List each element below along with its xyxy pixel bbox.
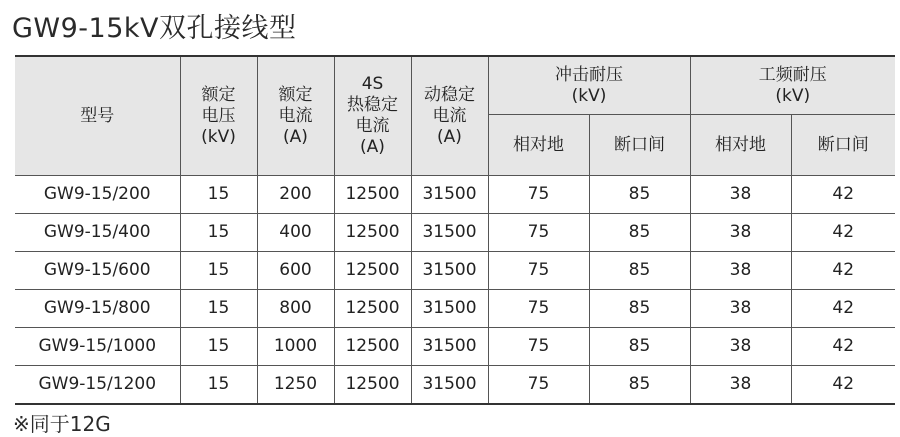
- cell-model: GW9-15/600: [15, 252, 180, 290]
- cell-thermal-current: 12500: [334, 328, 411, 366]
- header-power-freq-across-gap: 断口间: [791, 115, 895, 176]
- cell-impulse-to-ground: 75: [488, 328, 589, 366]
- cell-rated-current: 600: [257, 252, 334, 290]
- footnote: ※同于12G: [13, 412, 111, 436]
- header-impulse-across-gap: 断口间: [589, 115, 690, 176]
- cell-impulse-across-gap: 85: [589, 328, 690, 366]
- cell-power-freq-across-gap: 42: [791, 328, 895, 366]
- cell-power-freq-across-gap: 42: [791, 366, 895, 405]
- cell-thermal-current: 12500: [334, 214, 411, 252]
- table-row: [15, 252, 895, 290]
- cell-rated-voltage: 15: [180, 290, 257, 328]
- cell-power-freq-to-ground: 38: [690, 366, 791, 405]
- cell-impulse-to-ground: 75: [488, 366, 589, 405]
- header-power-freq-to-ground: 相对地: [690, 115, 791, 176]
- cell-model: GW9-15/400: [15, 214, 180, 252]
- header-dynamic-current: 动稳定 电流 (A): [411, 56, 488, 176]
- cell-rated-current: 200: [257, 176, 334, 214]
- cell-rated-current: 800: [257, 290, 334, 328]
- table-row: [15, 366, 895, 405]
- cell-dynamic-current: 31500: [411, 290, 488, 328]
- header-model: 型号: [15, 56, 180, 176]
- cell-impulse-across-gap: 85: [589, 214, 690, 252]
- cell-power-freq-to-ground: 38: [690, 290, 791, 328]
- cell-impulse-across-gap: 85: [589, 290, 690, 328]
- cell-rated-voltage: 15: [180, 328, 257, 366]
- header-impulse-withstand: 冲击耐压 (kV): [488, 56, 690, 115]
- cell-impulse-across-gap: 85: [589, 366, 690, 405]
- cell-power-freq-to-ground: 38: [690, 252, 791, 290]
- cell-rated-current: 1250: [257, 366, 334, 405]
- cell-thermal-current: 12500: [334, 290, 411, 328]
- table-row: [15, 290, 895, 328]
- cell-impulse-to-ground: 75: [488, 176, 589, 214]
- cell-dynamic-current: 31500: [411, 176, 488, 214]
- cell-rated-current: 1000: [257, 328, 334, 366]
- cell-impulse-to-ground: 75: [488, 290, 589, 328]
- cell-power-freq-across-gap: 42: [791, 252, 895, 290]
- header-impulse-to-ground: 相对地: [488, 115, 589, 176]
- cell-thermal-current: 12500: [334, 176, 411, 214]
- cell-power-freq-to-ground: 38: [690, 176, 791, 214]
- table-row: [15, 176, 895, 214]
- cell-power-freq-across-gap: 42: [791, 176, 895, 214]
- cell-rated-voltage: 15: [180, 214, 257, 252]
- cell-power-freq-to-ground: 38: [690, 214, 791, 252]
- cell-rated-current: 400: [257, 214, 334, 252]
- header-thermal-current: 4S 热稳定 电流 (A): [334, 56, 411, 176]
- cell-impulse-to-ground: 75: [488, 214, 589, 252]
- cell-model: GW9-15/1200: [15, 366, 180, 405]
- cell-thermal-current: 12500: [334, 252, 411, 290]
- cell-dynamic-current: 31500: [411, 214, 488, 252]
- cell-thermal-current: 12500: [334, 366, 411, 405]
- table-row: [15, 328, 895, 366]
- cell-rated-voltage: 15: [180, 366, 257, 405]
- table-row: [15, 214, 895, 252]
- cell-power-freq-to-ground: 38: [690, 328, 791, 366]
- cell-dynamic-current: 31500: [411, 328, 488, 366]
- header-power-frequency-withstand: 工频耐压 (kV): [690, 56, 895, 115]
- cell-rated-voltage: 15: [180, 252, 257, 290]
- cell-power-freq-across-gap: 42: [791, 214, 895, 252]
- cell-dynamic-current: 31500: [411, 366, 488, 405]
- header-rated-current: 额定 电流 (A): [257, 56, 334, 176]
- cell-impulse-across-gap: 85: [589, 176, 690, 214]
- cell-dynamic-current: 31500: [411, 252, 488, 290]
- cell-impulse-across-gap: 85: [589, 252, 690, 290]
- cell-model: GW9-15/800: [15, 290, 180, 328]
- header-rated-voltage: 额定 电压 (kV): [180, 56, 257, 176]
- cell-model: GW9-15/1000: [15, 328, 180, 366]
- page-title: GW9-15kV双孔接线型: [12, 13, 297, 44]
- spec-table: [15, 55, 895, 405]
- cell-impulse-to-ground: 75: [488, 252, 589, 290]
- cell-rated-voltage: 15: [180, 176, 257, 214]
- cell-power-freq-across-gap: 42: [791, 290, 895, 328]
- cell-model: GW9-15/200: [15, 176, 180, 214]
